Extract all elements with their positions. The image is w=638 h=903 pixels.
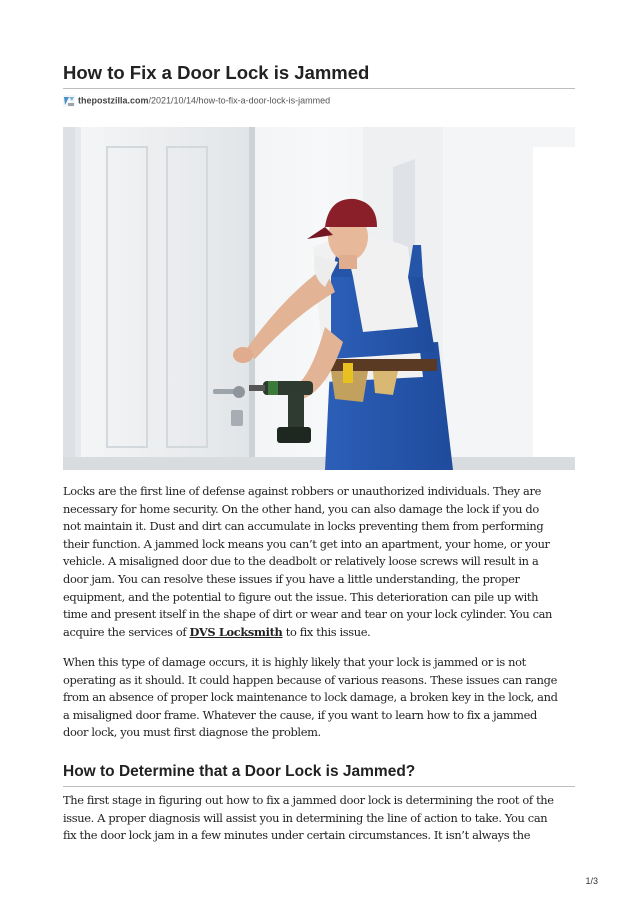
paragraph-line: issue. A proper diagnosis will assist you in determining the line of action to take. You can [63,810,548,825]
source-path-link[interactable]: /2021/10/14/how-to-fix-a-door-lock-is-jammed [148,95,331,106]
source-line [63,95,575,109]
paragraph-line: necessary for home security. On the other hand, you can also damage the lock if you do [63,501,539,516]
paragraph-3 [63,792,575,845]
paragraph-line: When this type of damage occurs, it is highly likely that your lock is jammed or is not [63,655,526,669]
paragraph-line: not maintain it. Dust and dirt can accumulate in locks preventing them from performing [63,519,544,534]
text-fragment: acquire the services of [63,624,190,639]
paragraph-line: time and present itself in the shape of dirt or wear and tear on your lock cylinder. You can [63,607,553,622]
hero-photo [63,127,575,470]
paragraph-line: equipment, and the potential to figure out the issue. This deterioration can pile up with [63,589,539,604]
paragraph-line: fix the door lock jam in a few minutes under certain circumstances. It isn’t always the [63,828,531,843]
title-divider [63,88,575,89]
section-divider [63,786,575,787]
article-title: How to Fix a Door Lock is Jammed [63,62,370,83]
paragraph-line: a misaligned door frame. Whatever the cause, if you want to learn how to fix a jammed [63,707,537,722]
paragraph-line: from an absence of proper lock maintenance to lock damage, a broken key in the lock, and [63,690,558,705]
favicon-icon [63,95,75,107]
source-domain-link[interactable]: thepostzilla.com [78,95,149,106]
paragraph-line: door jam. You can resolve these issues if you have a little understanding, the proper [63,571,520,586]
text-fragment: to fix this issue. [282,624,371,639]
paragraph-2 [63,654,575,742]
page-number: 1/3 [585,876,598,886]
paragraph-line: Locks are the first line of defense against robbers or unauthorized individuals. They are [63,484,541,498]
section-heading: How to Determine that a Door Lock is Jammed? [63,763,416,780]
paragraph-line: vehicle. A misaligned door due to the deadbolt or relatively loose screws will result in a [63,554,539,569]
paragraph-line: The first stage in figuring out how to fix a jammed door lock is determining the root of the [63,793,554,807]
paragraph-line: door lock, you must first diagnose the problem. [63,725,321,740]
dvs-locksmith-link[interactable]: DVS Locksmith [189,624,283,639]
paragraph-line [63,624,575,642]
paragraph-1 [63,483,575,641]
paragraph-line: their function. A jammed lock means you can’t get into an apartment, your home, or your [63,536,550,551]
paragraph-line: operating as it should. It could happen because of various reasons. These issues can range [63,672,557,687]
